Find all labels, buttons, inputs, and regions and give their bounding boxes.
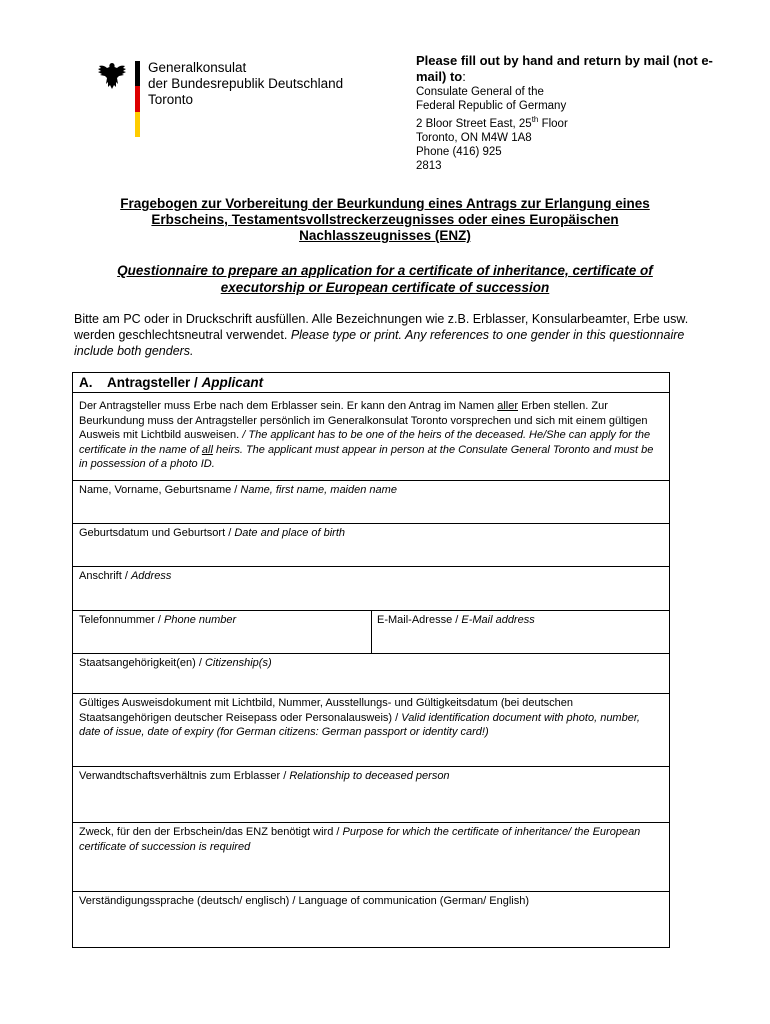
label-de: Anschrift / [79, 570, 128, 582]
label-en: E-Mail address [461, 614, 535, 626]
title-english [70, 262, 700, 296]
flag-stripe-red [135, 86, 140, 111]
instruction-en: / The applicant has to be one of the heirs of the deceased. He/She can apply for the certificate in the name of [79, 429, 651, 456]
label-de: Verständigungssprache (deutsch/ englisch) / Language of communication (German/ English) [79, 895, 530, 907]
address-line: Consulate General of the [416, 86, 544, 98]
section-a-header [73, 373, 669, 392]
flag-stripe-black [135, 61, 140, 86]
flag-stripe-gold [135, 112, 140, 137]
field-address[interactable] [73, 566, 669, 610]
phone-line: Phone (416) 925 [416, 145, 502, 158]
field-language[interactable] [73, 891, 669, 949]
title-english-line: executorship or European certificate of succession [220, 280, 550, 295]
field-name-label [79, 483, 663, 498]
label-de: Geburtsdatum und Geburtsort / [79, 527, 232, 539]
instruction-de: Der Antragsteller muss Erbe nach dem Erblasser sein. Er kann den Antrag im Namen [79, 400, 495, 412]
field-address-label [79, 569, 663, 584]
consulate-line: Toronto [148, 92, 194, 107]
instruction-en-emphasis: all [201, 443, 213, 456]
field-citizenship[interactable] [73, 653, 669, 693]
return-instruction [416, 53, 716, 85]
section-letter: A. [79, 375, 93, 390]
street-floor: Floor [538, 117, 568, 130]
label-de: Verwandtschaftsverhältnis zum Erblasser / [79, 770, 287, 782]
consulate-name [148, 60, 343, 108]
address-line: Federal Republic of Germany [416, 100, 567, 112]
title-german [70, 196, 700, 244]
label-en: Valid identification document with photo, number, date of issue, date of expiry (for German citizens: German passport or identity card!) [79, 711, 640, 738]
return-title: Please fill out by hand and return by mail (not e-mail) to [416, 53, 713, 84]
instruction-en-cont: heirs. The applicant must appear in person at the Consulate General Toronto and must be in possession of a photo ID. [79, 443, 654, 470]
intro-german: Bitte am PC oder in Druckschrift ausfüllen. Alle Bezeichnungen wie z.B. Erblasser, Konsularbeamter, Erbe usw. werden geschlechtsneutral verwendet. [74, 312, 689, 342]
label-en: Purpose for which the certificate of inheritance/ the European certificate of succession is required [79, 826, 641, 853]
label-de: Zweck, für den der Erbschein/das ENZ benötigt wird / [79, 826, 340, 838]
field-relationship[interactable] [73, 766, 669, 822]
street-sup: th [531, 115, 539, 124]
section-title-en: Applicant [201, 375, 264, 390]
label-en: Name, first name, maiden name [240, 484, 397, 496]
label-de: Staatsangehörigkeit(en) / [79, 657, 202, 669]
label-en: Date and place of birth [234, 527, 345, 539]
field-id-document[interactable] [73, 693, 669, 766]
label-en: Phone number [164, 614, 237, 626]
field-phone-email-row [73, 610, 669, 653]
field-phone-label[interactable] [79, 613, 363, 628]
street-text: 2 Bloor Street East, 25 [416, 117, 532, 130]
consulate-line: Generalkonsulat [148, 60, 247, 75]
label-de: Gültiges Ausweisdokument mit Lichtbild, Nummer, Ausstellungs- und Gültigkeitsdatum (bei deutschen Staatsangehörigen deutscher Reisepass oder Personalausweis) / [79, 697, 574, 724]
applicant-form [72, 372, 670, 948]
field-email-label[interactable] [377, 613, 663, 628]
section-a-instructions [73, 392, 669, 480]
phone-line-2: 2813 [416, 159, 442, 172]
column-divider [371, 611, 372, 653]
label-de: E-Mail-Adresse / [377, 614, 459, 626]
label-en: Address [130, 570, 172, 582]
field-language-label [79, 894, 663, 909]
label-en: Citizenship(s) [204, 657, 272, 669]
section-title-de: Antragsteller / [107, 375, 198, 390]
label-de: Telefonnummer / [79, 614, 161, 626]
title-german-line: Fragebogen zur Vorbereitung der Beurkundung eines Antrags zur Erlangung eines [120, 196, 650, 211]
intro-paragraph [74, 311, 702, 359]
instruction-de-cont: Erben stellen. Zur Beurkundung muss der Antragsteller persönlich im Generalkonsulat Toronto vorsprechen und sich mit einem gültigen Ausweis mit Lichtbild ausweisen. [79, 400, 648, 441]
title-german-line: Erbscheins, Testamentsvollstreckerzeugnisses oder eines Europäischen [151, 212, 619, 227]
field-id-document-label [79, 696, 663, 740]
city-line: Toronto, ON M4W 1A8 [416, 131, 532, 144]
section-a-text [79, 399, 663, 472]
federal-eagle-icon [96, 60, 128, 92]
instruction-de-emphasis: aller [497, 400, 518, 412]
field-birth-label [79, 526, 663, 541]
label-en: Relationship to deceased person [289, 770, 450, 782]
field-name[interactable] [73, 480, 669, 523]
section-a-title [79, 374, 263, 391]
field-relationship-label [79, 769, 663, 784]
return-address-block [416, 53, 716, 173]
field-purpose-label [79, 825, 663, 854]
field-purpose[interactable] [73, 822, 669, 891]
intro-english: Please type or print. Any references to one gender in this questionnaire include both genders. [74, 328, 685, 358]
title-english-line: Questionnaire to prepare an application for a certificate of inheritance, certificate of [117, 263, 653, 278]
field-citizenship-label [79, 656, 663, 671]
label-de: Name, Vorname, Geburtsname / [79, 484, 238, 496]
consulate-line: der Bundesrepublik Deutschland [148, 76, 344, 91]
german-flag-bar [135, 61, 140, 137]
title-german-line: Nachlasszeugnisses (ENZ) [299, 228, 471, 243]
return-colon: : [462, 69, 466, 84]
field-birth[interactable] [73, 523, 669, 566]
street-line [416, 113, 716, 131]
